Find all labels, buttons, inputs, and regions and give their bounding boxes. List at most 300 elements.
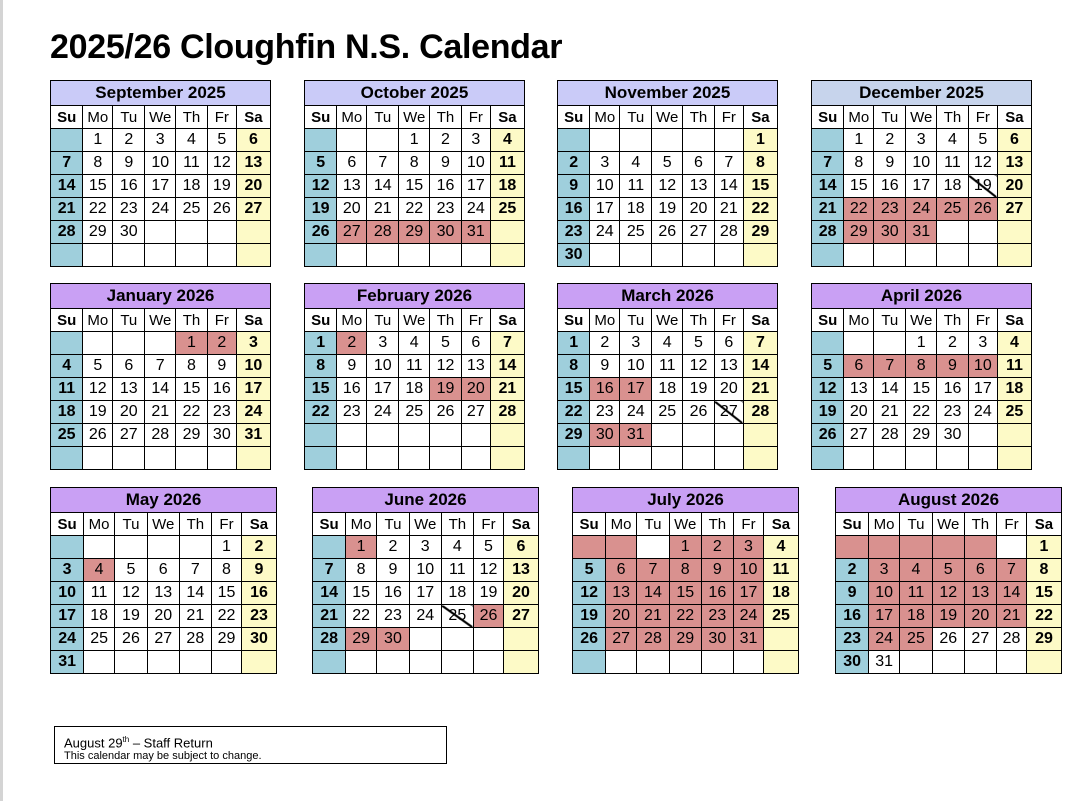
empty-cell [212,651,242,674]
day-cell: 24 [236,401,270,424]
day-cell: 22 [844,198,874,221]
day-cell: 21 [313,605,346,628]
day-cell: 20 [337,198,367,221]
day-cell: 27 [147,628,179,651]
empty-cell [113,447,145,470]
weekday-header: Th [683,106,715,129]
empty-cell [236,244,270,267]
day-cell: 3 [968,332,997,355]
day-cell: 7 [145,355,176,378]
day-cell: 1 [305,332,337,355]
day-cell: 16 [207,378,236,401]
weekday-header: Fr [734,513,764,536]
day-cell: 3 [461,129,490,152]
day-cell: 20 [683,198,715,221]
day-cell: 17 [367,378,399,401]
day-cell: 24 [145,198,176,221]
page-title: 2025/26 Cloughfin N.S. Calendar [50,28,563,66]
day-cell: 24 [51,628,84,651]
empty-cell [84,651,115,674]
day-cell: 12 [305,175,337,198]
day-cell: 23 [874,198,906,221]
month-name: July 2026 [573,488,799,513]
empty-cell [51,447,83,470]
day-cell: 19 [430,378,462,401]
day-cell: 25 [937,198,969,221]
day-cell: 2 [874,129,906,152]
day-cell: 18 [937,175,969,198]
day-cell: 2 [113,129,145,152]
day-cell: 17 [734,582,764,605]
empty-cell [636,536,669,559]
day-cell: 13 [997,152,1031,175]
day-cell: 9 [836,582,869,605]
empty-cell [305,244,337,267]
empty-cell [51,332,83,355]
empty-cell [367,424,399,447]
weekday-header: We [652,106,683,129]
day-cell: 13 [503,559,538,582]
weekday-header: Tu [367,106,399,129]
day-cell: 22 [743,198,777,221]
weekday-header: Tu [636,513,669,536]
empty-cell [620,129,652,152]
weekday-header: Sa [743,106,777,129]
weekday-header: Su [558,106,590,129]
empty-cell [305,424,337,447]
day-cell: 5 [305,152,337,175]
weekday-header: Sa [1026,513,1061,536]
weekday-header: Fr [207,309,236,332]
day-cell: 26 [207,198,236,221]
weekday-header: Sa [490,106,524,129]
day-cell: 8 [844,152,874,175]
weekday-header: Mo [337,106,367,129]
day-cell: 29 [212,628,242,651]
day-cell: 29 [669,628,701,651]
day-cell: 19 [474,582,504,605]
weekday-header: Sa [241,513,276,536]
day-cell: 4 [441,536,474,559]
day-cell: 23 [241,605,276,628]
day-cell: 2 [241,536,276,559]
day-cell: 18 [997,378,1031,401]
empty-cell [652,424,683,447]
empty-cell [714,447,743,470]
day-cell: 29 [83,221,113,244]
weekday-header: Th [430,309,462,332]
day-cell: 12 [83,378,113,401]
note-ordinal: th [122,735,130,744]
day-cell: 19 [207,175,236,198]
day-cell: 25 [763,605,798,628]
weekday-header: We [399,309,430,332]
empty-cell [399,424,430,447]
day-cell: 13 [147,582,179,605]
weekday-header: We [652,309,683,332]
empty-cell [176,221,208,244]
day-cell: 30 [937,424,969,447]
day-cell: 17 [590,198,620,221]
day-cell: 22 [212,605,242,628]
empty-cell [490,221,524,244]
weekday-header: We [932,513,964,536]
month-name: November 2025 [558,81,778,106]
empty-cell [844,447,874,470]
day-cell: 10 [51,582,84,605]
month-calendar [304,80,525,267]
day-cell: 16 [376,582,409,605]
day-cell: 20 [236,175,270,198]
day-cell: 22 [399,198,430,221]
note-date: August 29 [64,735,123,751]
day-cell: 7 [997,559,1027,582]
day-cell: 6 [461,332,490,355]
weekday-header: Th [964,513,997,536]
day-cell: 17 [968,378,997,401]
empty-cell [409,651,441,674]
empty-cell [337,447,367,470]
weekday-header: Mo [337,309,367,332]
day-cell: 2 [836,559,869,582]
month-name: August 2026 [836,488,1062,513]
day-cell: 28 [636,628,669,651]
day-cell: 14 [714,175,743,198]
day-cell: 27 [113,424,145,447]
weekday-header: Tu [874,309,906,332]
empty-cell [714,424,743,447]
empty-cell [899,651,932,674]
empty-cell [176,447,208,470]
day-cell: 22 [83,198,113,221]
empty-cell [441,651,474,674]
day-cell: 24 [367,401,399,424]
empty-cell [836,536,869,559]
day-cell: 3 [367,332,399,355]
empty-cell [558,447,590,470]
day-cell: 26 [83,424,113,447]
day-cell: 7 [812,152,844,175]
day-cell: 12 [968,152,997,175]
empty-cell [606,651,637,674]
day-cell: 21 [145,401,176,424]
day-cell: 11 [51,378,83,401]
day-cell: 8 [669,559,701,582]
day-cell: 3 [51,559,84,582]
empty-cell [763,651,798,674]
empty-cell [743,424,777,447]
day-cell: 11 [899,582,932,605]
empty-cell [874,447,906,470]
day-cell: 26 [812,424,844,447]
month-calendar [304,283,525,470]
empty-cell [743,447,777,470]
day-cell: 26 [683,401,715,424]
empty-cell [652,244,683,267]
empty-cell [376,651,409,674]
empty-cell [179,536,212,559]
day-cell: 1 [1026,536,1061,559]
weekday-header: Mo [844,309,874,332]
empty-cell [83,332,113,355]
day-cell: 5 [932,559,964,582]
empty-cell [147,536,179,559]
weekday-header: We [669,513,701,536]
empty-cell [937,221,969,244]
day-cell: 25 [997,401,1031,424]
empty-cell [207,447,236,470]
day-cell: 11 [652,355,683,378]
day-cell: 8 [1026,559,1061,582]
day-cell: 18 [899,605,932,628]
day-cell: 21 [179,605,212,628]
empty-cell [590,129,620,152]
weekday-header: Su [305,309,337,332]
empty-cell [874,332,906,355]
day-cell: 27 [606,628,637,651]
day-cell: 20 [503,582,538,605]
month-name: May 2026 [51,488,277,513]
day-cell: 24 [620,401,652,424]
empty-cell [430,244,462,267]
day-cell: 19 [573,605,606,628]
weekday-header: Th [176,309,208,332]
day-cell: 22 [906,401,937,424]
weekday-header: Fr [714,106,743,129]
day-cell: 6 [147,559,179,582]
day-cell: 20 [964,605,997,628]
month-calendar [557,283,778,470]
weekday-header: Su [812,106,844,129]
weekday-header: Fr [212,513,242,536]
day-cell: 11 [763,559,798,582]
empty-cell [812,332,844,355]
weekday-header: Tu [114,513,147,536]
day-cell: 18 [763,582,798,605]
weekday-header: Tu [874,106,906,129]
weekday-header: Tu [367,309,399,332]
empty-cell [474,651,504,674]
day-cell: 15 [743,175,777,198]
day-cell: 18 [51,401,83,424]
day-cell: 17 [145,175,176,198]
empty-cell [503,628,538,651]
day-cell: 7 [51,152,83,175]
day-cell: 14 [636,582,669,605]
day-cell: 8 [176,355,208,378]
day-cell: 17 [409,582,441,605]
empty-cell [573,651,606,674]
weekday-header: Th [701,513,734,536]
day-cell: 25 [84,628,115,651]
day-cell: 11 [441,559,474,582]
weekday-header: Tu [376,513,409,536]
month-calendar [572,487,799,674]
empty-cell [346,651,377,674]
day-cell: 23 [937,401,969,424]
day-cell: 13 [714,355,743,378]
day-cell: 22 [346,605,377,628]
weekday-header: Fr [997,513,1027,536]
empty-cell [367,447,399,470]
day-cell: 26 [573,628,606,651]
day-cell: 24 [461,198,490,221]
weekday-header: Su [836,513,869,536]
weekday-header: Tu [899,513,932,536]
day-cell: 8 [558,355,590,378]
day-cell: 12 [932,582,964,605]
weekday-header: Su [812,309,844,332]
empty-cell [683,244,715,267]
day-cell: 26 [305,221,337,244]
empty-cell [490,244,524,267]
day-cell: 19 [83,401,113,424]
day-cell: 13 [606,582,637,605]
empty-cell [113,332,145,355]
day-cell: 31 [620,424,652,447]
empty-cell [906,447,937,470]
day-cell: 30 [376,628,409,651]
day-cell: 13 [683,175,715,198]
empty-cell [620,447,652,470]
day-cell: 25 [490,198,524,221]
weekday-header: We [399,106,430,129]
day-cell: 9 [337,355,367,378]
weekday-header: We [906,106,937,129]
day-cell: 29 [743,221,777,244]
day-cell: 5 [812,355,844,378]
day-cell: 13 [461,355,490,378]
day-cell: 7 [714,152,743,175]
day-cell: 31 [236,424,270,447]
day-cell: 11 [399,355,430,378]
weekday-header: Mo [83,309,113,332]
day-cell: 9 [558,175,590,198]
day-cell: 28 [145,424,176,447]
day-cell: 30 [558,244,590,267]
empty-cell [590,244,620,267]
weekday-header: Tu [113,309,145,332]
empty-cell [844,332,874,355]
day-cell: 18 [652,378,683,401]
month-calendar [811,80,1032,267]
day-cell: 16 [590,378,620,401]
day-cell: 17 [51,605,84,628]
day-cell: 10 [968,355,997,378]
empty-cell [763,628,798,651]
day-cell: 21 [743,378,777,401]
day-cell: 26 [932,628,964,651]
empty-cell [683,424,715,447]
empty-cell [968,244,997,267]
month-name: March 2026 [558,284,778,309]
day-cell: 11 [84,582,115,605]
day-cell: 15 [176,378,208,401]
day-cell: 2 [337,332,367,355]
weekday-header: Sa [997,309,1031,332]
weekday-header: Th [441,513,474,536]
day-cell: 7 [313,559,346,582]
day-cell: 4 [997,332,1031,355]
weekday-header: We [409,513,441,536]
day-cell: 26 [968,198,997,221]
day-cell: 14 [145,378,176,401]
day-cell: 3 [906,129,937,152]
empty-cell [409,628,441,651]
weekday-header: We [145,309,176,332]
day-cell: 9 [207,355,236,378]
empty-cell [573,536,606,559]
day-cell: 10 [734,559,764,582]
day-cell: 12 [207,152,236,175]
day-cell: 1 [844,129,874,152]
day-cell: 24 [409,605,441,628]
day-cell: 6 [503,536,538,559]
day-cell: 19 [114,605,147,628]
day-cell: 6 [236,129,270,152]
day-cell: 15 [305,378,337,401]
day-cell: 29 [844,221,874,244]
day-cell: 30 [874,221,906,244]
day-cell: 17 [869,605,900,628]
day-cell: 13 [337,175,367,198]
day-cell: 2 [207,332,236,355]
weekday-header: Mo [590,106,620,129]
weekday-header: Su [51,106,83,129]
day-cell: 14 [490,355,524,378]
day-cell: 25 [441,605,474,628]
day-cell: 5 [968,129,997,152]
empty-cell [83,244,113,267]
day-cell: 23 [430,198,462,221]
empty-cell [606,536,637,559]
day-cell: 21 [874,401,906,424]
subject-to-change-note: This calendar may be subject to change. [64,750,262,763]
day-cell: 15 [906,378,937,401]
day-cell: 13 [964,582,997,605]
empty-cell [812,244,844,267]
day-cell: 27 [714,401,743,424]
day-cell: 29 [346,628,377,651]
weekday-header: We [906,309,937,332]
day-cell: 11 [997,355,1031,378]
day-cell: 16 [113,175,145,198]
empty-cell [441,628,474,651]
day-cell: 5 [683,332,715,355]
day-cell: 15 [558,378,590,401]
day-cell: 25 [652,401,683,424]
empty-cell [997,536,1027,559]
day-cell: 14 [179,582,212,605]
day-cell: 30 [836,651,869,674]
weekday-header: Mo [606,513,637,536]
empty-cell [906,244,937,267]
weekday-header: Sa [503,513,538,536]
day-cell: 1 [399,129,430,152]
empty-cell [51,129,83,152]
day-cell: 8 [346,559,377,582]
day-cell: 21 [490,378,524,401]
empty-cell [997,651,1027,674]
empty-cell [968,447,997,470]
day-cell: 6 [844,355,874,378]
day-cell: 31 [734,628,764,651]
empty-cell [964,536,997,559]
day-cell: 23 [337,401,367,424]
day-cell: 31 [906,221,937,244]
weekday-header: Fr [461,106,490,129]
empty-cell [114,651,147,674]
